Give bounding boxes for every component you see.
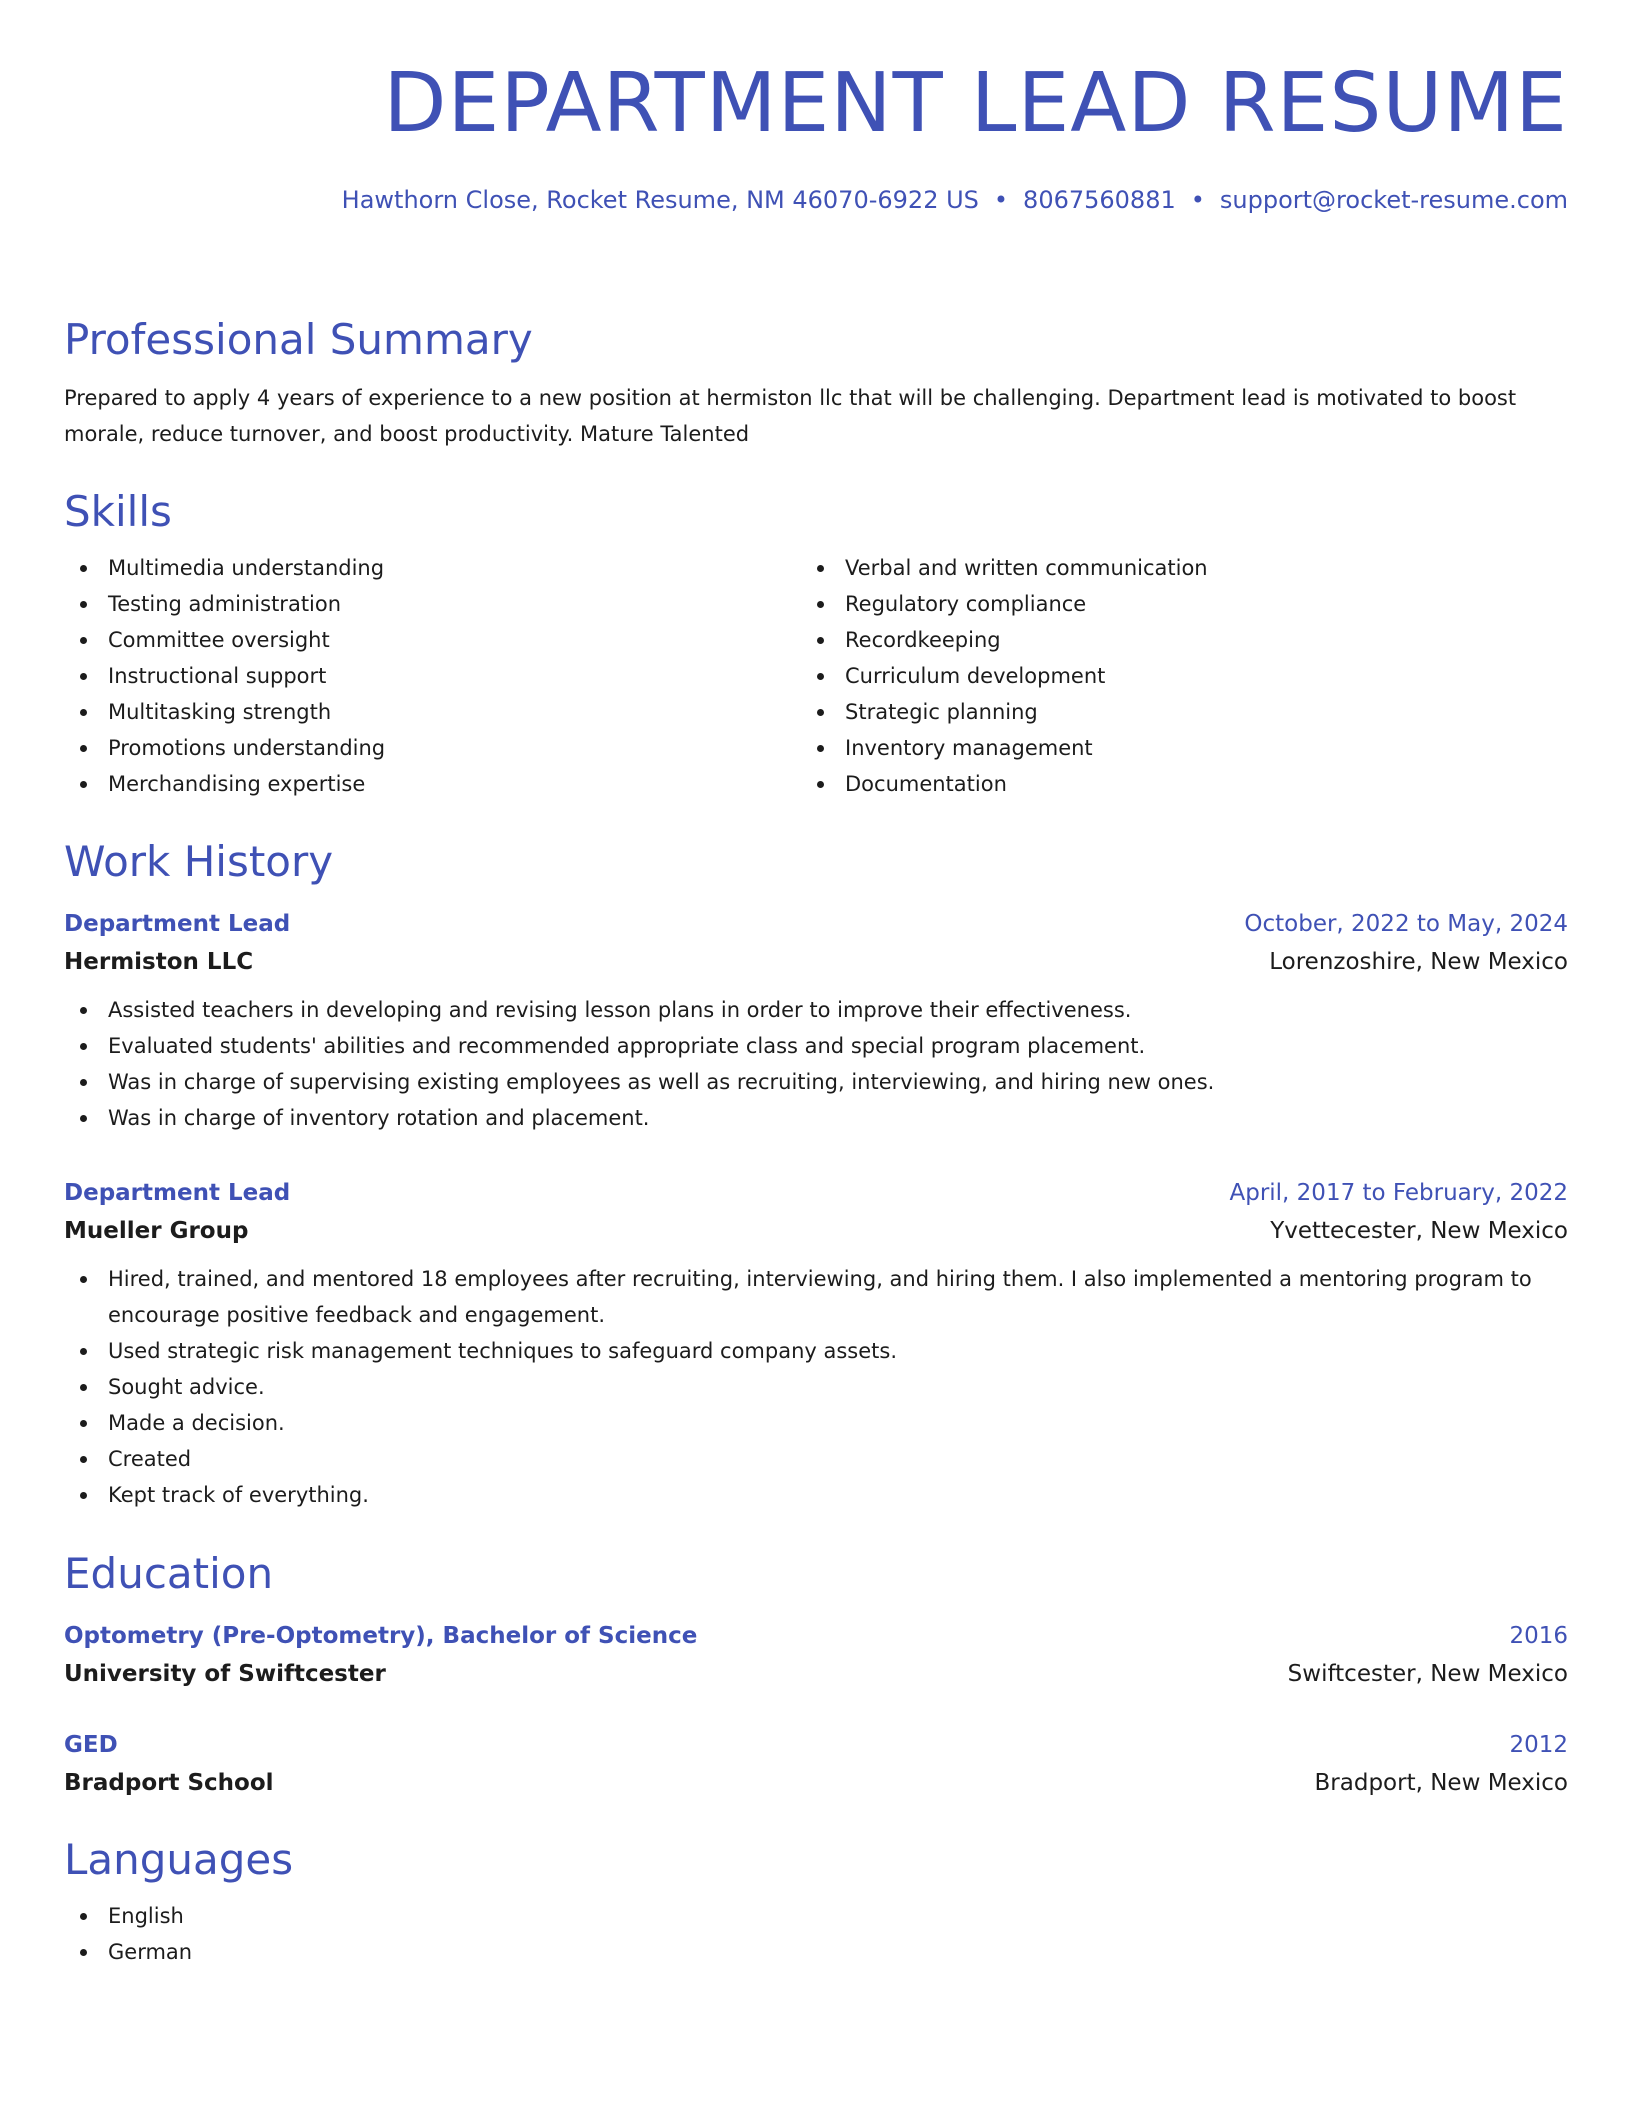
skill-item: Curriculum development <box>801 658 1561 694</box>
job-location: Lorenzoshire, New Mexico <box>1269 949 1568 975</box>
job-company: Hermiston LLC <box>64 949 254 975</box>
job-entry <box>64 1175 1568 1513</box>
summary-section <box>64 314 1568 452</box>
education-entry <box>64 1727 1568 1803</box>
contact-email[interactable]: support@rocket-resume.com <box>1219 186 1568 214</box>
skills-heading: Skills <box>64 487 172 536</box>
skill-item: Regulatory compliance <box>801 586 1561 622</box>
education-school: Bradport School <box>64 1770 274 1796</box>
skill-item: Testing administration <box>64 586 801 622</box>
education-school: University of Swiftcester <box>64 1661 386 1687</box>
skill-item: Strategic planning <box>801 694 1561 730</box>
skills-grid <box>64 550 1568 802</box>
languages-heading: Languages <box>64 1835 294 1884</box>
contact-separator: • <box>1190 186 1205 214</box>
skill-item: Inventory management <box>801 730 1561 766</box>
job-bullets <box>64 1261 1568 1513</box>
summary-heading: Professional Summary <box>64 315 533 364</box>
job-dates: April, 2017 to February, 2022 <box>1229 1180 1568 1206</box>
job-location: Yvettecester, New Mexico <box>1270 1218 1568 1244</box>
job-entry <box>64 906 1568 1136</box>
contact-phone: 8067560881 <box>1023 186 1176 214</box>
education-entry <box>64 1618 1568 1694</box>
education-org-row <box>64 1654 1568 1694</box>
job-bullet: Kept track of everything. <box>64 1477 1568 1513</box>
contact-address: Hawthorn Close, Rocket Resume, NM 46070-6922 US <box>341 186 979 214</box>
work-section <box>64 836 1568 888</box>
education-year: 2016 <box>1509 1623 1568 1649</box>
languages-section <box>64 1834 1568 1970</box>
education-location: Bradport, New Mexico <box>1314 1770 1568 1796</box>
skill-item: Multimedia understanding <box>64 550 801 586</box>
education-location: Swiftcester, New Mexico <box>1287 1661 1568 1687</box>
job-bullet: Was in charge of inventory rotation and placement. <box>64 1100 1568 1136</box>
skill-item: Merchandising expertise <box>64 766 801 802</box>
languages-list <box>64 1898 1568 1970</box>
job-bullet: Was in charge of supervising existing employees as well as recruiting, interviewing, and hiring new ones. <box>64 1064 1568 1100</box>
job-dates: October, 2022 to May, 2024 <box>1244 911 1568 937</box>
job-role: Department Lead <box>64 1180 291 1206</box>
skills-list-left <box>64 550 801 802</box>
skill-item: Recordkeeping <box>801 622 1561 658</box>
skill-item: Instructional support <box>64 658 801 694</box>
education-degree: GED <box>64 1732 118 1758</box>
skill-item: Documentation <box>801 766 1561 802</box>
contact-separator: • <box>993 186 1009 214</box>
job-company: Mueller Group <box>64 1218 249 1244</box>
job-bullet: Made a decision. <box>64 1405 1568 1441</box>
education-header-row <box>64 1618 1568 1654</box>
education-year: 2012 <box>1509 1732 1568 1758</box>
skills-section <box>64 486 1568 802</box>
job-bullet: Used strategic risk management techniques to safeguard company assets. <box>64 1333 1568 1369</box>
job-bullet: Sought advice. <box>64 1369 1568 1405</box>
job-bullet: Hired, trained, and mentored 18 employees after recruiting, interviewing, and hiring them. I also implemented a mentoring program to encourage positive feedback and engagement. <box>64 1261 1568 1333</box>
job-header-row <box>64 1175 1568 1211</box>
job-bullet: Evaluated students' abilities and recommended appropriate class and special program placement. <box>64 1028 1568 1064</box>
skills-list-right <box>801 550 1561 802</box>
work-heading: Work History <box>64 837 334 886</box>
summary-text: Prepared to apply 4 years of experience to a new position at hermiston llc that will be challenging. Department lead is motivated to boost morale, reduce turnover, and boost productivity. Mature Talented <box>64 386 1517 446</box>
skill-item: Committee oversight <box>64 622 801 658</box>
job-header-row <box>64 906 1568 942</box>
education-degree: Optometry (Pre-Optometry), Bachelor of Science <box>64 1623 698 1649</box>
contact-line <box>64 184 1568 216</box>
resume-page <box>0 56 1632 2112</box>
education-org-row <box>64 1763 1568 1803</box>
education-section <box>64 1548 1568 1600</box>
job-bullet: Created <box>64 1441 1568 1477</box>
job-org-row <box>64 942 1568 982</box>
education-heading: Education <box>64 1549 274 1598</box>
language-item: German <box>64 1934 1568 1970</box>
job-org-row <box>64 1211 1568 1251</box>
resume-title: DEPARTMENT LEAD RESUME <box>383 56 1568 151</box>
education-header-row <box>64 1727 1568 1763</box>
job-bullet: Assisted teachers in developing and revising lesson plans in order to improve their effectiveness. <box>64 992 1568 1028</box>
language-item: English <box>64 1898 1568 1934</box>
job-bullets <box>64 992 1568 1136</box>
skill-item: Promotions understanding <box>64 730 801 766</box>
skill-item: Multitasking strength <box>64 694 801 730</box>
job-role: Department Lead <box>64 911 291 937</box>
skill-item: Verbal and written communication <box>801 550 1561 586</box>
